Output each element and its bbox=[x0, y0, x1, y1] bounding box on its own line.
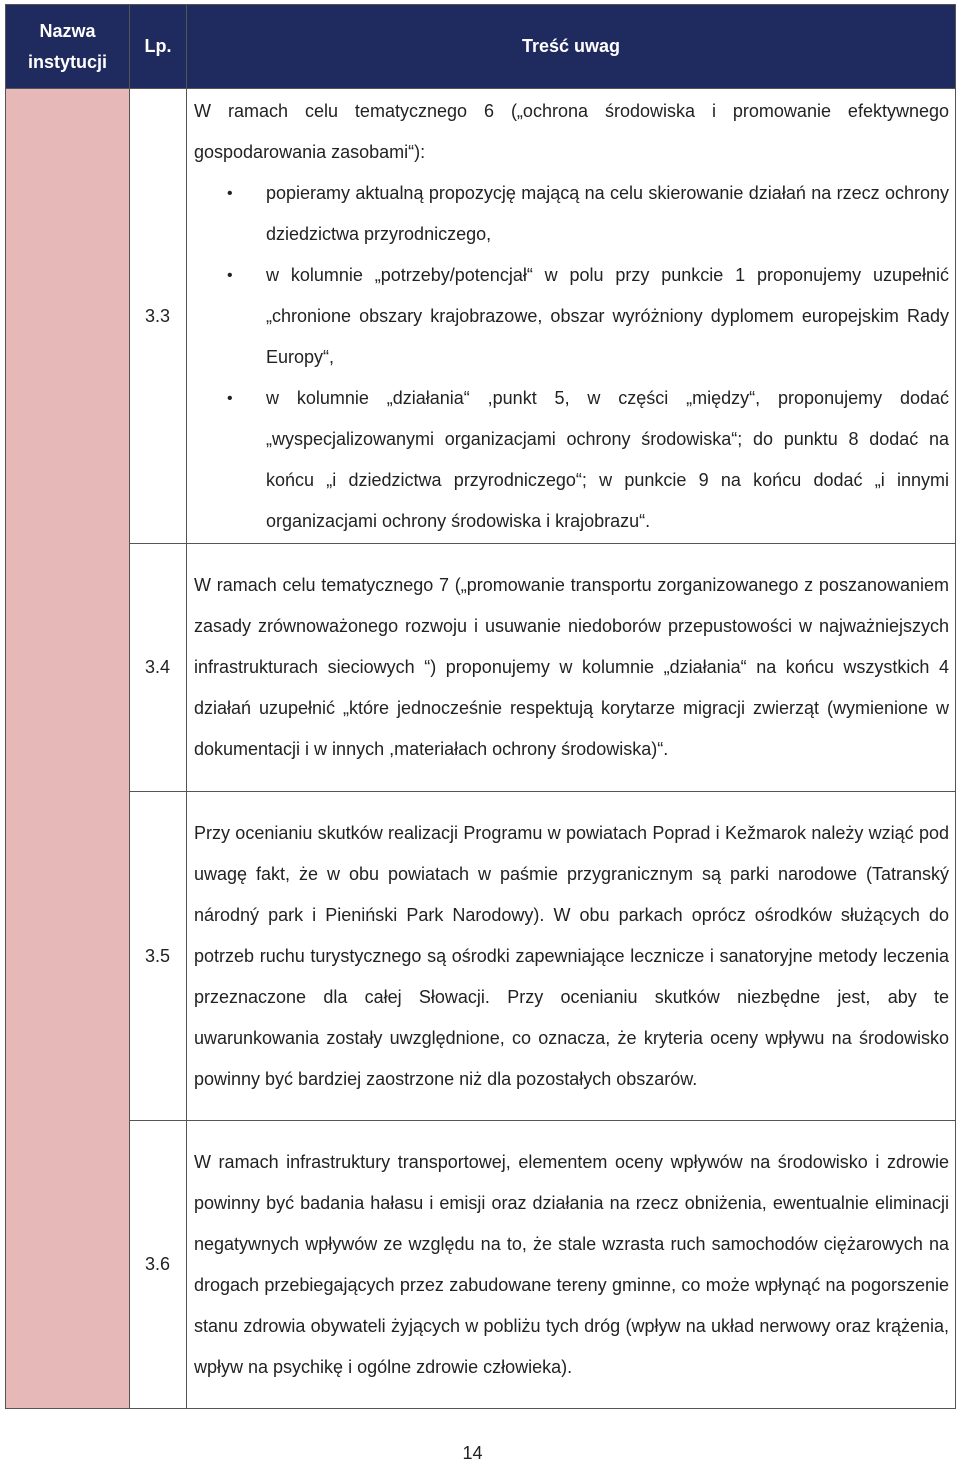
table-header-row bbox=[6, 5, 956, 89]
bullet-icon: • bbox=[227, 389, 233, 407]
remark-intro: W ramach celu tematycznego 6 („ochrona środowiska i promowanie efektywnego gospodarowania zasobami“): bbox=[194, 100, 949, 162]
remark-content bbox=[187, 89, 956, 544]
header-institution: Nazwa instytucji bbox=[6, 5, 130, 89]
bullet-icon: • bbox=[227, 266, 233, 284]
list-item-text: popieramy aktualną propozycję mającą na celu skierowanie działań na rzecz ochrony dziedzictwa przyrodniczego, bbox=[266, 182, 949, 244]
bullet-icon: • bbox=[227, 184, 233, 202]
institution-cell bbox=[6, 89, 130, 1409]
table-row bbox=[6, 544, 956, 792]
list-item-text: w kolumnie „działania“ ,punkt 5, w części „między“, proponujemy dodać „wyspecjalizowanymi organizacjami ochrony środowiska“; do punktu 8 dodać na końcu „i dziedzictwa przyrodniczego“; w punkcie 9 na końcu dodać „i innymi organizacjami ochrony środowiska i krajobrazu“. bbox=[266, 387, 949, 531]
row-number: 3.3 bbox=[130, 89, 187, 544]
remark-bullet-list bbox=[194, 173, 949, 542]
table-row bbox=[6, 1121, 956, 1409]
row-number: 3.4 bbox=[130, 544, 187, 792]
page-number: 14 bbox=[462, 1443, 483, 1463]
remark-content: W ramach infrastruktury transportowej, elementem oceny wpływów na środowisko i zdrowie powinny być badania hałasu i emisji oraz działania na rzecz obniżenia, ewentualnie eliminacji negatywnych wpływów ze względu na to, że stale wzrasta ruch samochodów ciężarowych na drogach przebiegających przez zabudowane tereny gminne, co może wpłynąć na pogorszenie stanu zdrowia obywateli żyjących w pobliżu tych dróg (wpływ na układ nerwowy oraz krążenia, wpływ na psychikę i ogólne zdrowie człowieka). bbox=[187, 1121, 956, 1409]
remarks-table bbox=[5, 4, 956, 1409]
row-number: 3.5 bbox=[130, 792, 187, 1121]
remark-content: W ramach celu tematycznego 7 („promowanie transportu zorganizowanego z poszanowaniem zasady zrównoważonego rozwoju i usuwanie niedoborów przepustowości w najważniejszych infrastrukturach sieciowych “) proponujemy w kolumnie „działania“ na końcu wszystkich 4 działań uzupełnić „które jednocześnie respektują korytarze migracji zwierząt (wymienione w dokumentacji i w innych ,materiałach ochrony środowiska)“. bbox=[187, 544, 956, 792]
header-lp: Lp. bbox=[130, 5, 187, 89]
list-item-text: w kolumnie „potrzeby/potencjał“ w polu przy punkcie 1 proponujemy uzupełnić „chronione obszary krajobrazowe, obszar wyróżniony dyplomem europejskim Rady Europy“, bbox=[266, 264, 949, 367]
list-item bbox=[194, 173, 949, 255]
list-item bbox=[194, 255, 949, 378]
table-row bbox=[6, 89, 956, 544]
table-row bbox=[6, 792, 956, 1121]
row-number: 3.6 bbox=[130, 1121, 187, 1409]
header-content: Treść uwag bbox=[187, 5, 956, 89]
remark-content: Przy ocenianiu skutków realizacji Programu w powiatach Poprad i Kežmarok należy wziąć pod uwagę fakt, że w obu powiatach w paśmie przygranicznym są parki narodowe (Tatranský národný park i Pieniński Park Narodowy). W obu parkach oprócz ośrodków służących do potrzeb ruchu turystycznego są ośrodki zapewniające lecznicze i sanatoryjne metody leczenia przeznaczone dla całej Słowacji. Przy ocenianiu skutków niezbędne jest, aby te uwarunkowania zostały uwzględnione, co oznacza, że kryteria oceny wpływu na środowisko powinny być bardziej zaostrzone niż dla pozostałych obszarów. bbox=[187, 792, 956, 1121]
list-item bbox=[194, 378, 949, 542]
